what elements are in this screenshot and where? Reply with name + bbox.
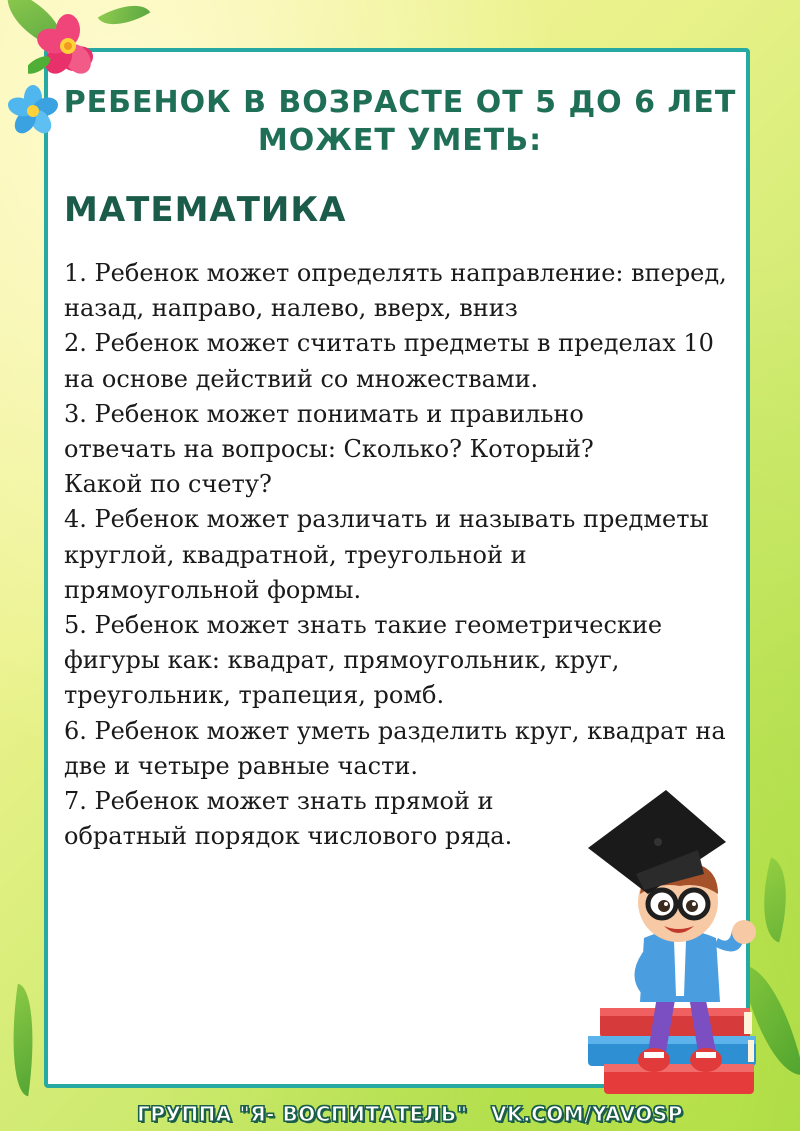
list-item: 7. Ребенок может знать прямой и обратный порядок числового ряда. [64, 787, 513, 851]
footer-group-name: ГРУППА "Я- ВОСПИТАТЕЛЬ" [137, 1102, 468, 1126]
title-line-2: МОЖЕТ УМЕТЬ: [257, 123, 543, 158]
list-item: 3. Ребенок может понимать и правильно отвечать на вопросы: Сколько? Который? Какой по счету? [64, 399, 594, 499]
flower-icon [28, 10, 108, 80]
list-item: 4. Ребенок может различать и называть предметы круглой, квадратной, треугольной и прямоугольной формы. [64, 505, 709, 604]
footer-link[interactable]: VK.COM/YAVOSP [491, 1102, 683, 1126]
list-item: 5. Ребенок может знать такие геометрические фигуры как: квадрат, прямоугольник, круг, треугольник, трапеция, ромб. [64, 611, 663, 710]
graduate-boy-on-books-illustration [548, 790, 778, 1100]
background-leaf [2, 984, 43, 1097]
list-item: 2. Ребенок может считать предметы в пределах 10 на основе действий со множествами. [64, 329, 714, 393]
footer-credits [110, 1100, 710, 1128]
subject-heading: МАТЕМАТИКА [64, 190, 347, 230]
page-title [0, 84, 800, 160]
skills-list [64, 256, 744, 854]
list-item: 1. Ребенок может определять направление: вперед, назад, направо, налево, вверх, вниз [64, 259, 727, 323]
title-line-1: РЕБЕНОК В ВОЗРАСТЕ ОТ 5 ДО 6 ЛЕТ [63, 85, 737, 120]
list-item: 6. Ребенок может уметь разделить круг, квадрат на две и четыре равные части. [64, 716, 726, 780]
